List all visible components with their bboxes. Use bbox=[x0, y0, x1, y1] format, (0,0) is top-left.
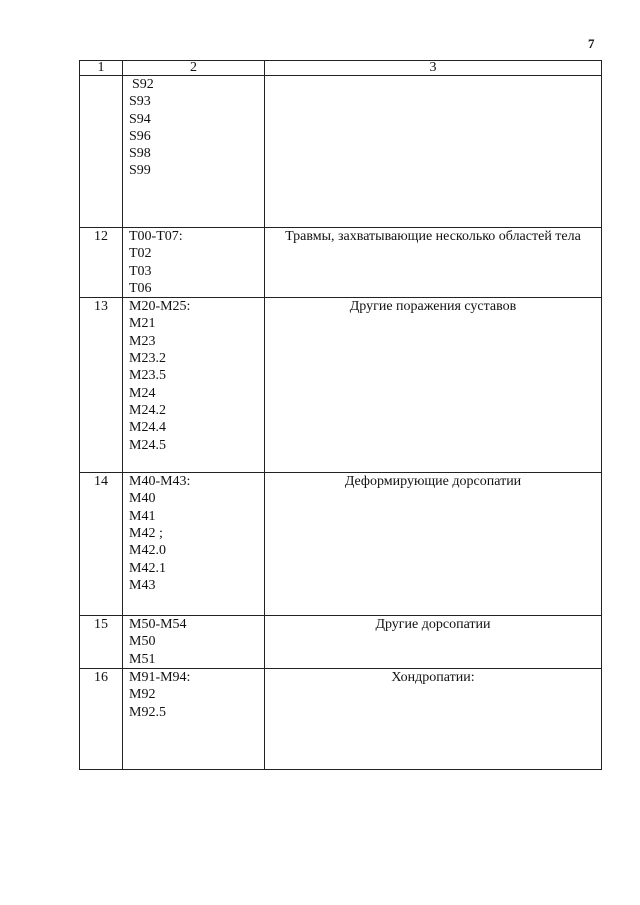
code-item: M24.5 bbox=[129, 437, 166, 453]
code-list bbox=[123, 298, 265, 473]
code-item: M41 bbox=[129, 508, 156, 524]
table-row bbox=[80, 669, 602, 770]
code-item: M23.5 bbox=[129, 368, 166, 384]
table-row bbox=[80, 228, 602, 298]
code-item: M42.1 bbox=[129, 560, 166, 576]
code-item: M92 bbox=[129, 687, 156, 703]
row-description: Травмы, захватывающие несколько областей тела bbox=[265, 228, 602, 298]
row-number: 14 bbox=[80, 473, 123, 616]
code-item: M24.4 bbox=[129, 420, 166, 436]
row-description: Деформирующие дорсопатии bbox=[265, 473, 602, 616]
code-item: M24 bbox=[129, 385, 156, 401]
table-row bbox=[80, 76, 602, 228]
row-description: Хондропатии: bbox=[265, 669, 602, 770]
row-number: 15 bbox=[80, 616, 123, 669]
row-number: 13 bbox=[80, 298, 123, 473]
code-item: M50 bbox=[129, 634, 156, 650]
code-item: M92.5 bbox=[129, 704, 166, 720]
code-item: S99 bbox=[129, 163, 151, 179]
table-row bbox=[80, 616, 602, 669]
code-item: S96 bbox=[129, 128, 151, 144]
code-item: M20-M25: bbox=[129, 299, 191, 315]
code-item: T06 bbox=[129, 280, 152, 296]
row-description: Другие дорсопатии bbox=[265, 616, 602, 669]
code-item: M51 bbox=[129, 651, 156, 667]
table-row bbox=[80, 298, 602, 473]
code-item: T00-T07: bbox=[129, 229, 183, 244]
code-item: M40 bbox=[129, 491, 156, 507]
code-item: M40-M43: bbox=[129, 474, 191, 490]
row-number: 12 bbox=[80, 228, 123, 298]
row-number: 16 bbox=[80, 669, 123, 770]
code-list bbox=[123, 76, 265, 228]
row-description bbox=[265, 76, 602, 228]
code-list bbox=[123, 473, 265, 616]
code-item: M23 bbox=[129, 333, 156, 349]
code-item: T03 bbox=[129, 263, 152, 279]
code-item: M23.2 bbox=[129, 351, 166, 367]
row-number bbox=[80, 76, 123, 228]
row-description: Другие поражения суставов bbox=[265, 298, 602, 473]
table-header-row bbox=[80, 61, 602, 76]
code-item: S94 bbox=[129, 111, 151, 127]
code-item: S93 bbox=[129, 94, 151, 110]
code-item: M50-M54 bbox=[129, 617, 187, 633]
code-item: M42.0 bbox=[129, 543, 166, 559]
code-item: S92 bbox=[132, 77, 154, 92]
table-row bbox=[80, 473, 602, 616]
code-list bbox=[123, 616, 265, 669]
code-list bbox=[123, 228, 265, 298]
diagnosis-codes-table bbox=[79, 60, 602, 770]
code-item: T02 bbox=[129, 246, 152, 262]
code-item: S98 bbox=[129, 146, 151, 162]
code-item: M21 bbox=[129, 316, 156, 332]
code-item: M24.2 bbox=[129, 402, 166, 418]
code-list bbox=[123, 669, 265, 770]
code-item: M42 ; bbox=[129, 526, 163, 542]
column-header-1: 1 bbox=[80, 61, 123, 76]
column-header-2: 2 bbox=[123, 61, 265, 76]
code-item: M91-M94: bbox=[129, 670, 191, 686]
column-header-3: 3 bbox=[265, 61, 602, 76]
page-number: 7 bbox=[588, 36, 595, 51]
code-item: M43 bbox=[129, 577, 156, 593]
